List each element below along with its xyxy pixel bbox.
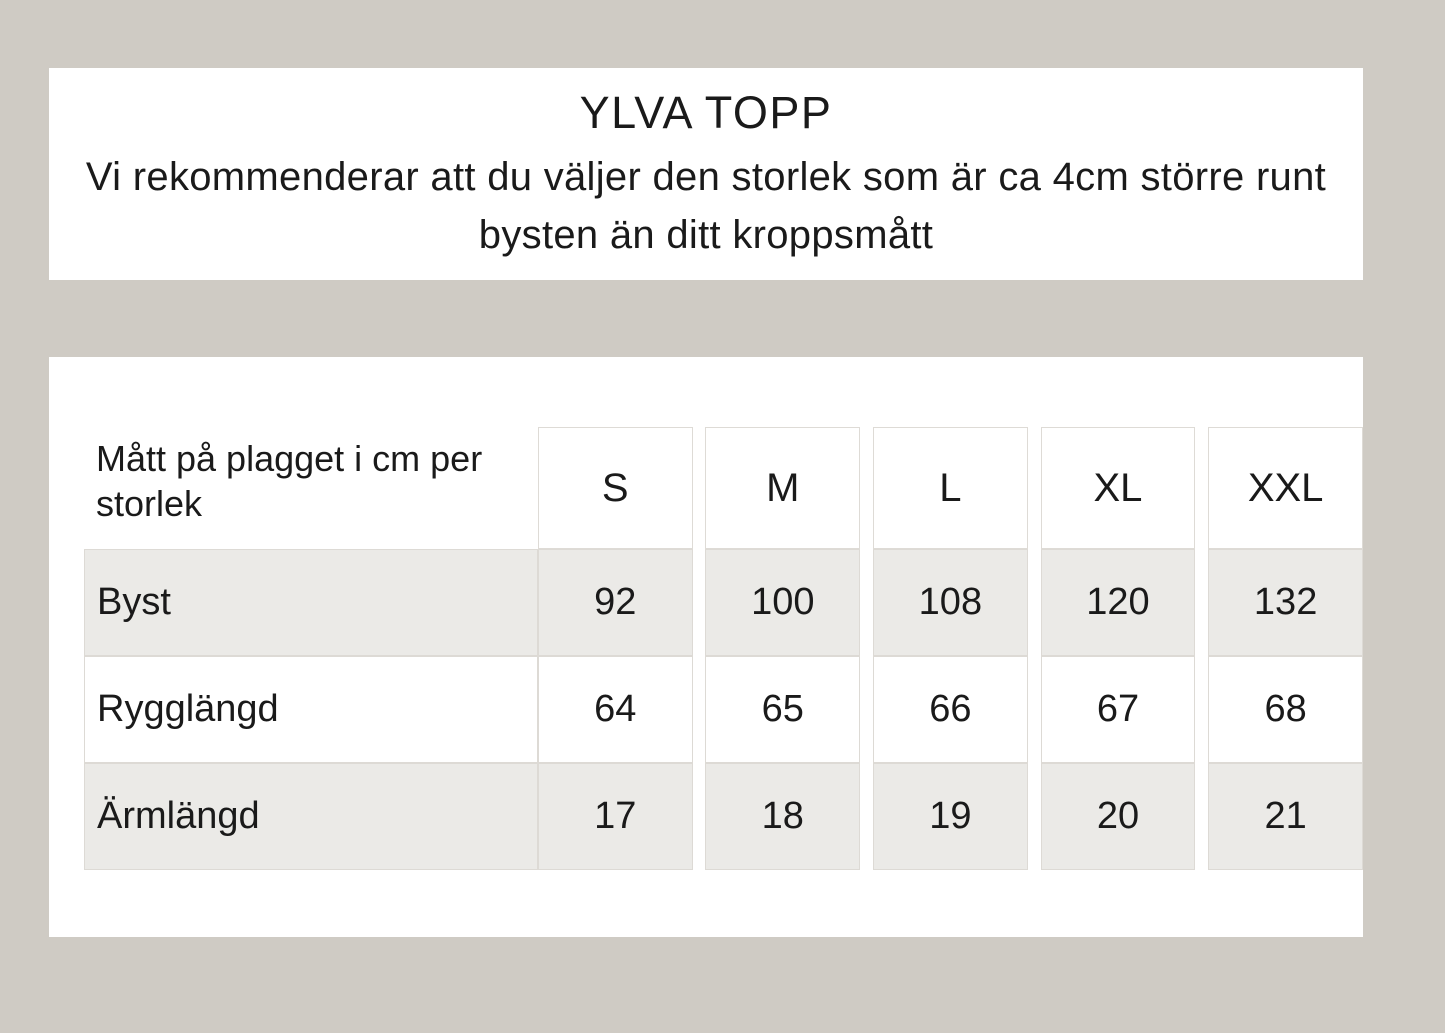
cell-rygglangd-xl: 67 (1041, 656, 1196, 763)
size-table (84, 427, 1363, 870)
cell-armlangd-xl: 20 (1041, 763, 1196, 870)
table-row (84, 549, 1363, 656)
size-header-xxl: XXL (1208, 427, 1363, 549)
column-gap (1028, 763, 1041, 870)
column-gap (860, 763, 873, 870)
size-header-m: M (705, 427, 860, 549)
page-title: YLVA TOPP (579, 87, 833, 138)
column-gap (693, 656, 706, 763)
cell-armlangd-xxl: 21 (1208, 763, 1363, 870)
column-gap (1195, 549, 1208, 656)
cell-armlangd-s: 17 (538, 763, 693, 870)
row-label-rygglangd: Rygglängd (84, 656, 538, 763)
row-label-byst: Byst (84, 549, 538, 656)
cell-byst-xxl: 132 (1208, 549, 1363, 656)
row-label-armlangd: Ärmlängd (84, 763, 538, 870)
cell-armlangd-l: 19 (873, 763, 1028, 870)
column-gap (693, 427, 706, 549)
column-gap (860, 549, 873, 656)
recommendation-text: Vi rekommenderar att du väljer den storlek som är ca 4cm större runt bysten än ditt kroppsmått (85, 155, 1327, 257)
cell-byst-xl: 120 (1041, 549, 1196, 656)
column-gap (1028, 549, 1041, 656)
cell-byst-m: 100 (705, 549, 860, 656)
column-gap (693, 763, 706, 870)
column-gap (1028, 427, 1041, 549)
size-header-l: L (873, 427, 1028, 549)
size-header-s: S (538, 427, 693, 549)
cell-rygglangd-l: 66 (873, 656, 1028, 763)
table-row (84, 763, 1363, 870)
column-gap (1028, 656, 1041, 763)
table-row (84, 656, 1363, 763)
table-header-row (84, 427, 1363, 549)
size-header-xl: XL (1041, 427, 1196, 549)
column-gap (1195, 656, 1208, 763)
cell-byst-l: 108 (873, 549, 1028, 656)
cell-rygglangd-m: 65 (705, 656, 860, 763)
column-gap (693, 549, 706, 656)
cell-armlangd-m: 18 (705, 763, 860, 870)
measurements-card (49, 357, 1363, 937)
column-gap (1195, 427, 1208, 549)
header-card (49, 68, 1363, 280)
cell-rygglangd-xxl: 68 (1208, 656, 1363, 763)
column-gap (860, 656, 873, 763)
cell-rygglangd-s: 64 (538, 656, 693, 763)
table-corner-label: Mått på plagget i cm per storlek (84, 427, 538, 549)
column-gap (1195, 763, 1208, 870)
cell-byst-s: 92 (538, 549, 693, 656)
column-gap (860, 427, 873, 549)
